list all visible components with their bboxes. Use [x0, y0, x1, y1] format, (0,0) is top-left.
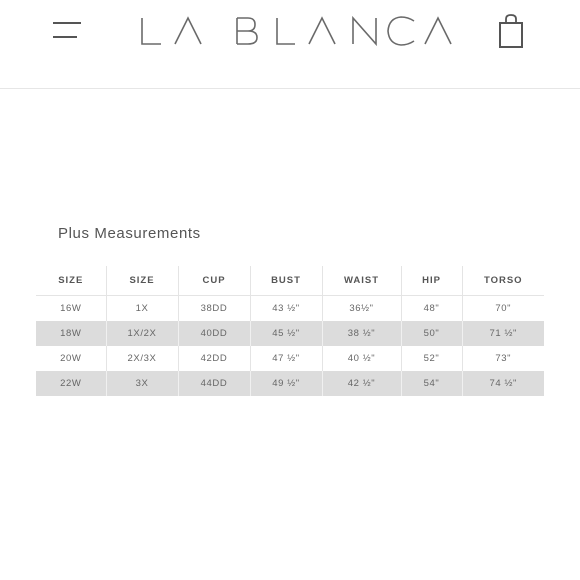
shopping-bag-graphic [496, 12, 526, 50]
column-header: WAIST [322, 266, 401, 296]
site-header [0, 0, 580, 89]
table-cell: 20W [36, 346, 106, 371]
table-cell: 74 ½" [462, 371, 544, 396]
table-cell: 16W [36, 296, 106, 322]
table-cell: 18W [36, 321, 106, 346]
table-cell: 3X [106, 371, 178, 396]
size-chart-table [36, 266, 544, 396]
table-cell: 1X [106, 296, 178, 322]
shopping-bag-icon[interactable] [496, 12, 526, 50]
table-cell: 71 ½" [462, 321, 544, 346]
table-cell: 42 ½" [322, 371, 401, 396]
table-cell: 36½" [322, 296, 401, 322]
table-cell: 1X/2X [106, 321, 178, 346]
table-cell: 47 ½" [250, 346, 322, 371]
table-cell: 70" [495, 303, 512, 314]
table-cell: 49 ½" [250, 371, 322, 396]
column-header: CUP [178, 266, 250, 296]
column-header: SIZE [36, 266, 106, 296]
menu-line [53, 36, 77, 38]
menu-line [53, 22, 81, 24]
table-cell: 38 ½" [322, 321, 401, 346]
table-cell: 73" [495, 353, 512, 364]
column-header: TORSO [462, 266, 544, 296]
table-cell: 38DD [178, 296, 250, 322]
table-row [36, 371, 544, 396]
table-cell: 44DD [178, 371, 250, 396]
table-cell: 45 ½" [250, 321, 322, 346]
table-cell: 42DD [178, 346, 250, 371]
table-cell: 54" [401, 371, 462, 396]
table-row [36, 346, 544, 371]
table-cell: 50" [401, 321, 462, 346]
column-header: SIZE [106, 266, 178, 296]
table-cell: 40 ½" [322, 346, 401, 371]
brand-logo[interactable] [105, 10, 475, 54]
table-row [36, 321, 544, 346]
column-header: BUST [250, 266, 322, 296]
section-title: Plus Measurements [58, 225, 201, 242]
table-cell: 43 ½" [250, 296, 322, 322]
hamburger-menu-icon[interactable] [50, 17, 86, 43]
table-cell: 22W [36, 371, 106, 396]
column-header: HIP [401, 266, 462, 296]
table-cell: 40DD [178, 321, 250, 346]
table-cell: 52" [401, 346, 462, 371]
table-header-row [36, 266, 544, 296]
table-cell: 2X/3X [106, 346, 178, 371]
table-row [36, 296, 544, 322]
table-cell: 48" [401, 296, 462, 322]
